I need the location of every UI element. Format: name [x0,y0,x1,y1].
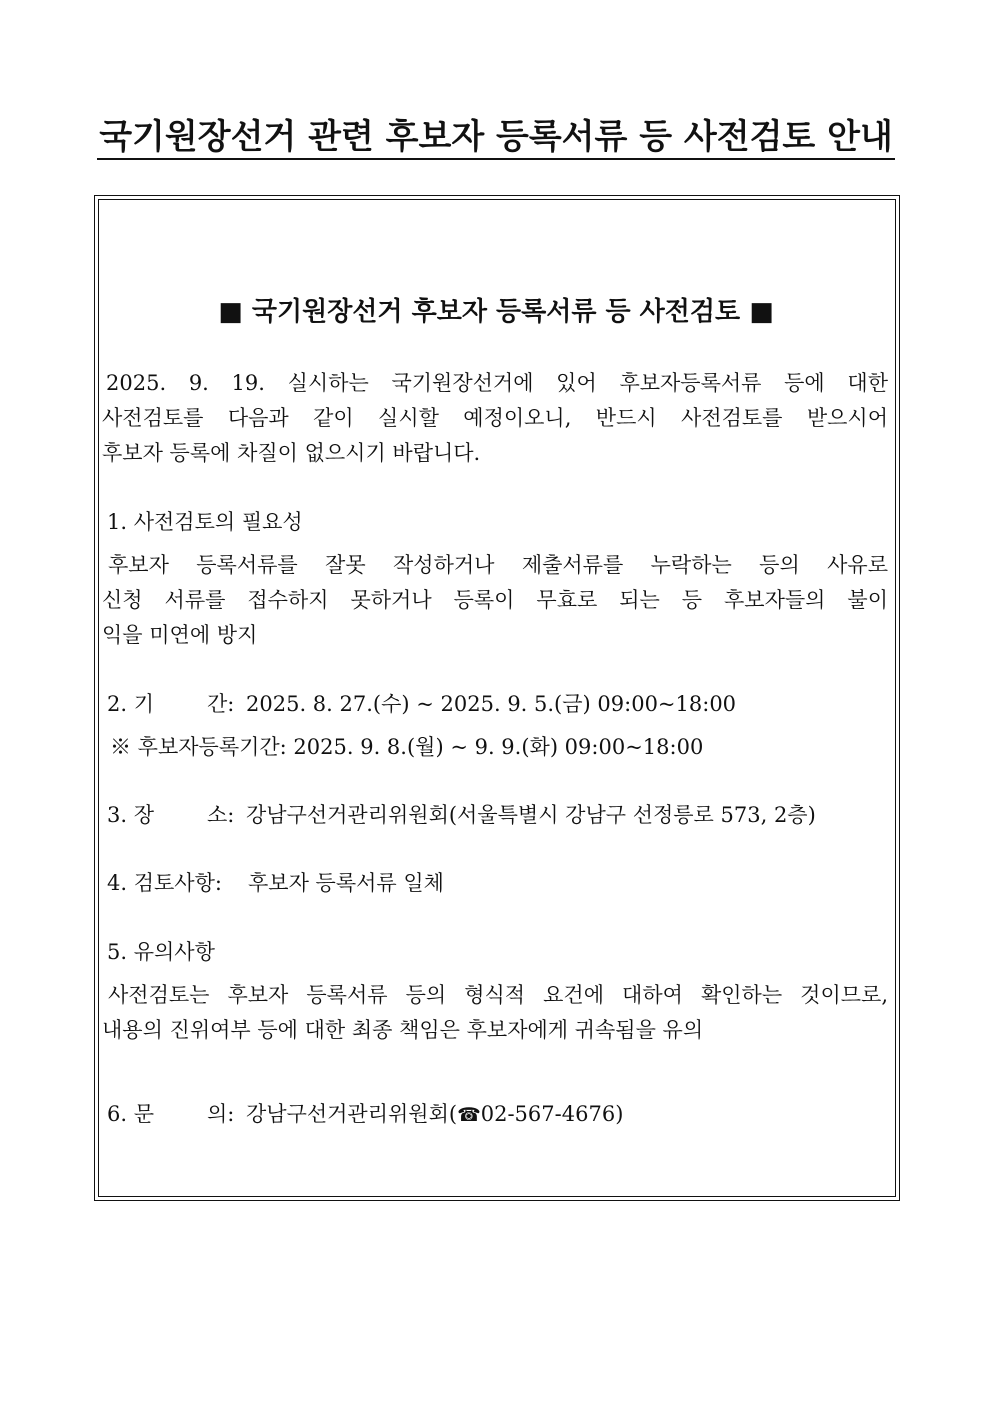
contact-org: 강남구선거관리위원회( [246,1102,458,1126]
square-marker-right-icon: ■ [749,297,774,327]
section-items-value: 후보자 등록서류 일체 [248,871,444,895]
necessity-line-3: 익을 미연에 방지 [102,623,258,647]
necessity-line-2: 신청 서류를 접수하지 못하거나 등록이 무효로 되는 등 후보자들의 불이 [102,588,888,612]
intro-line-3: 후보자 등록에 차질이 없으시기 바랍니다. [102,441,481,465]
square-marker-left-icon: ■ [218,297,243,327]
section-necessity-title: 1. 사전검토의 필요성 [107,510,303,534]
section-contact-label-num: 6. 문 [107,1102,154,1126]
section-period-label-end: 간: [207,692,235,716]
section-items-label: 4. 검토사항: [107,871,222,895]
section-period-value: 2025. 8. 27.(수) ~ 2025. 9. 5.(금) 09:00~18:00 [246,692,737,716]
contact-close-paren: ) [615,1102,624,1126]
section-contact-label-end: 의: [207,1102,235,1126]
phone-icon: ☎ [457,1104,481,1126]
necessity-line-1: 후보자 등록서류를 잘못 작성하거나 제출서류를 누락하는 등의 사유로 [108,553,888,577]
page-title-text: 국기원장선거 관련 후보자 등록서류 등 사전검토 안내 [97,117,895,160]
contact-phone: 02-567-4676 [480,1102,616,1126]
notes-line-1: 사전검토는 후보자 등록서류 등의 형식적 요건에 대하여 확인하는 것이므로, [108,983,888,1007]
section-contact-value [246,1097,623,1133]
intro-line-1: 2025. 9. 19. 실시하는 국기원장선거에 있어 후보자등록서류 등에 대한 [106,371,888,395]
page-title [0,112,992,162]
section-period-label-num: 2. 기 [107,692,154,716]
section-place-label-num: 3. 장 [107,803,154,827]
section-notes-title: 5. 유의사항 [107,940,215,964]
intro-line-2: 사전검토를 다음과 같이 실시할 예정이오니, 반드시 사전검토를 받으시어 [102,406,888,430]
notice-heading [0,292,992,332]
section-period-note: ※ 후보자등록기간: 2025. 9. 8.(월) ~ 9. 9.(화) 09:00~18:00 [110,735,704,759]
notice-heading-text: 국기원장선거 후보자 등록서류 등 사전검토 [251,297,741,327]
section-place-value: 강남구선거관리위원회(서울특별시 강남구 선정릉로 573, 2층) [246,803,816,827]
notes-line-2: 내용의 진위여부 등에 대한 최종 책임은 후보자에게 귀속됨을 유의 [102,1018,704,1042]
section-place-label-end: 소: [207,803,235,827]
